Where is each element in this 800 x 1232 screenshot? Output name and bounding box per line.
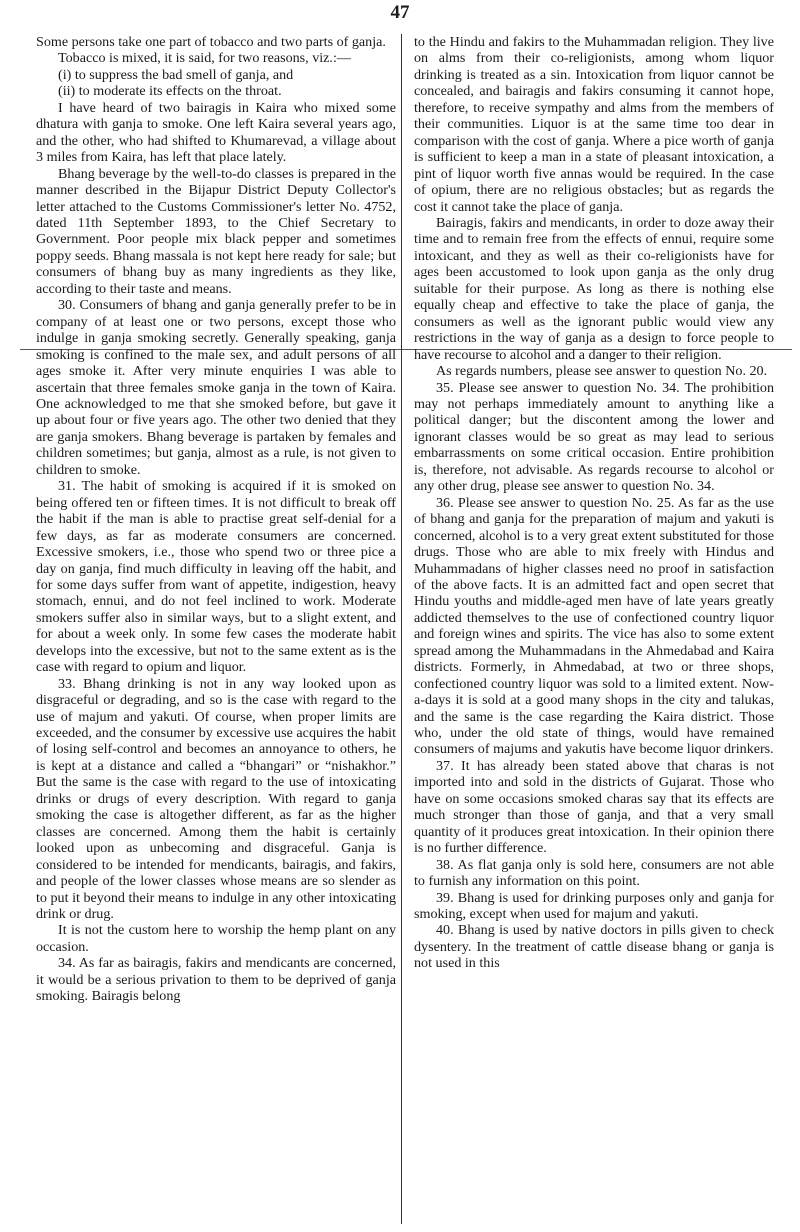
column-divider xyxy=(401,34,402,1224)
paragraph: 37. It has already been stated above that charas is not imported into and sold in the districts of Gujarat. Those who have on some occasions smoked charas say that its effects are much stronger than those of ganja, and that a very small quantity of it produces great intoxication. In their opinion there is no further difference. xyxy=(414,757,774,857)
paragraph: 35. Please see answer to question No. 34. The prohibition may not perhaps immediately amount to anything like a political danger; but the discontent among the lower and ignorant classes would be so great as may lead to serious embarrassments on some critical occasion. Entire prohibition is, therefore, not advisable. As regards recourse to alcohol or any other drug, please see answer to question No. 34. xyxy=(414,379,774,495)
page-number: 47 xyxy=(390,2,410,23)
paragraph: 33. Bhang drinking is not in any way looked upon as disgraceful or degrading, and so is the case with regard to the use of majum and yakuti. Of course, when proper limits are exceeded, and the consumer by excessive use acquires the habit of losing self-control and becomes an annoyance to others, he is kept at a distance and called a “bhangari” or “nishakhor.” But the same is the case with regard to the use of intoxicating drinks or drugs of every description. With regard to ganja smoking the case is altogether different, as far as the higher classes are concerned. Among them the habit is certainly looked upon as unbecoming and disgraceful. Ganja is considered to be intended for mendicants, bairagis, and fakirs, and people of the lower classes whose means are so slender as to put it beyond their means to indulge in any other intoxicating drink or drug. xyxy=(36,675,396,923)
list-item: (i) to suppress the bad smell of ganja, and xyxy=(58,66,294,83)
paragraph: Some persons take one part of tobacco and two parts of ganja. xyxy=(36,34,386,50)
paragraph: 31. The habit of smoking is acquired if it is smoked on being offered ten or fifteen times. It is not difficult to break off the habit if the man is able to practise great self-denial for a few days, as far as moderate consumers are concerned. Excessive smokers, i.e., those who spend two or three pice a day on ganja, find much difficulty in leaving off the habit, and for some days suffer from want of appetite, indigestion, heavy stomach, ennui, and do not feel inclined to work. Moderate smokers suffer also in similar ways, but to a slight extent, and for about a week only. In some few cases the moderate habit develops into the excessive, but not to the same extent as is the case with regard to opium and liquor. xyxy=(36,478,396,676)
paragraph: Tobacco is mixed, it is said, for two reasons, viz.:— xyxy=(58,50,351,67)
paragraph: 38. As flat ganja only is sold here, consumers are not able to furnish any information on this point. xyxy=(414,856,774,890)
paragraph: 34. As far as bairagis, fakirs and mendicants are concerned, it would be a serious privation to them to be deprived of ganja smoking. Bairagis belong xyxy=(36,955,396,1005)
paragraph: It is not the custom here to worship the hemp plant on any occasion. xyxy=(36,922,396,955)
paragraph: Bairagis, fakirs and mendicants, in order to doze away their time and to remain free from the effects of ennui, require some intoxicant, and they as well as their co-religionists have for ages been accustomed to look upon ganja as the only drug suitable for their purpose. As long as there is nothing else equally cheap and effective to take the place of ganja, the consumers as well as the ignorant public would view any restrictions in the way of ganja as a design to force people to have recourse to alcohol and a danger to their religion. xyxy=(414,214,774,363)
paragraph: As regards numbers, please see answer to question No. 20. xyxy=(436,363,768,380)
list-item: (ii) to moderate its effects on the throat. xyxy=(58,83,282,100)
paragraph: to the Hindu and fakirs to the Muhammadan religion. They live on alms from their co-religionists, among whom liquor drinking is treated as a sin. Intoxication from liquor cannot be concealed, and bairagis and fakirs consuming it cannot hope, therefore, to receive sympathy and alms from the members of their communities. Liquor is at the same time too dear in comparison with the cost of ganja. Where a pice worth of ganja is sufficient to keep a man in a state of pleasant intoxication, a pint of liquor worth five annas would be required. In the case of opium, there are no religious obstacles; but as regards the cost it cannot take the place of ganja. xyxy=(414,34,774,215)
paragraph: Bhang beverage by the well-to-do classes is prepared in the manner described in the Bijapur District Deputy Collector's letter attached to the Customs Commissioner's letter No. 4752, dated 11th September 1893, to the Chief Secretary to Government. Poor people mix black pepper and sometimes poppy seeds. Bhang massala is not kept here ready for sale; but consumers of bhang buy as many ingredients as they like, according to their taste and means. xyxy=(36,165,396,297)
paragraph: 39. Bhang is used for drinking purposes only and ganja for smoking, except when used for majum and yakuti. xyxy=(414,889,774,923)
paragraph: 36. Please see answer to question No. 25. As far as the use of bhang and ganja for the preparation of majum and yakuti is concerned, alcohol is to a very great extent substituted for those drugs. Those who are able to mix freely with Hindus and Muhammadans of higher classes need no proof in satisfaction of the above facts. It is an admitted fact and open secret that Hindu youths and middle-aged men have of late years greatly addicted themselves to the use of confectioned country liquor and foreign wines and spirits. The vice has also to some extent spread among the Muhammadans in the Ahmedabad and Kaira districts. Formerly, in Ahmedabad, at two or three shops, confectioned country liquor was sold to a limited extent. Now-a-days it is sold at a good many shops in the city and talukas, and the same is the case regarding the Kaira district. Those who, under the old state of things, would have remained consumers of majums and yakutis have become liquor drinkers. xyxy=(414,494,774,758)
paragraph: 40. Bhang is used by native doctors in pills given to check dysentery. In the treatment of cattle disease bhang or ganja is not used in this xyxy=(414,922,774,972)
left-column xyxy=(36,34,396,1005)
right-column xyxy=(414,34,774,972)
paragraph: I have heard of two bairagis in Kaira who mixed some dhatura with ganja to smoke. One left Kaira several years ago, and the other, who had shifted to Khumarevad, a village about 3 miles from Kaira, has left that place lately. xyxy=(36,99,396,166)
paragraph: 30. Consumers of bhang and ganja generally prefer to be in company of at least one or two persons, except those who indulge in ganja smoking secretly. Generally speaking, ganja smoking is confined to the male sex, and adult persons of all ages smoke it. After very minute enquiries I was able to ascertain that three females smoke ganja in the town of Kaira. One acknowledged to me that she smoked before, but gave it up about four or five years ago. The other two denied that they are ganja smokers. Bhang beverage is partaken by females and children sometimes; but ganja, almost as a rule, is not given to children to smoke. xyxy=(36,297,396,478)
